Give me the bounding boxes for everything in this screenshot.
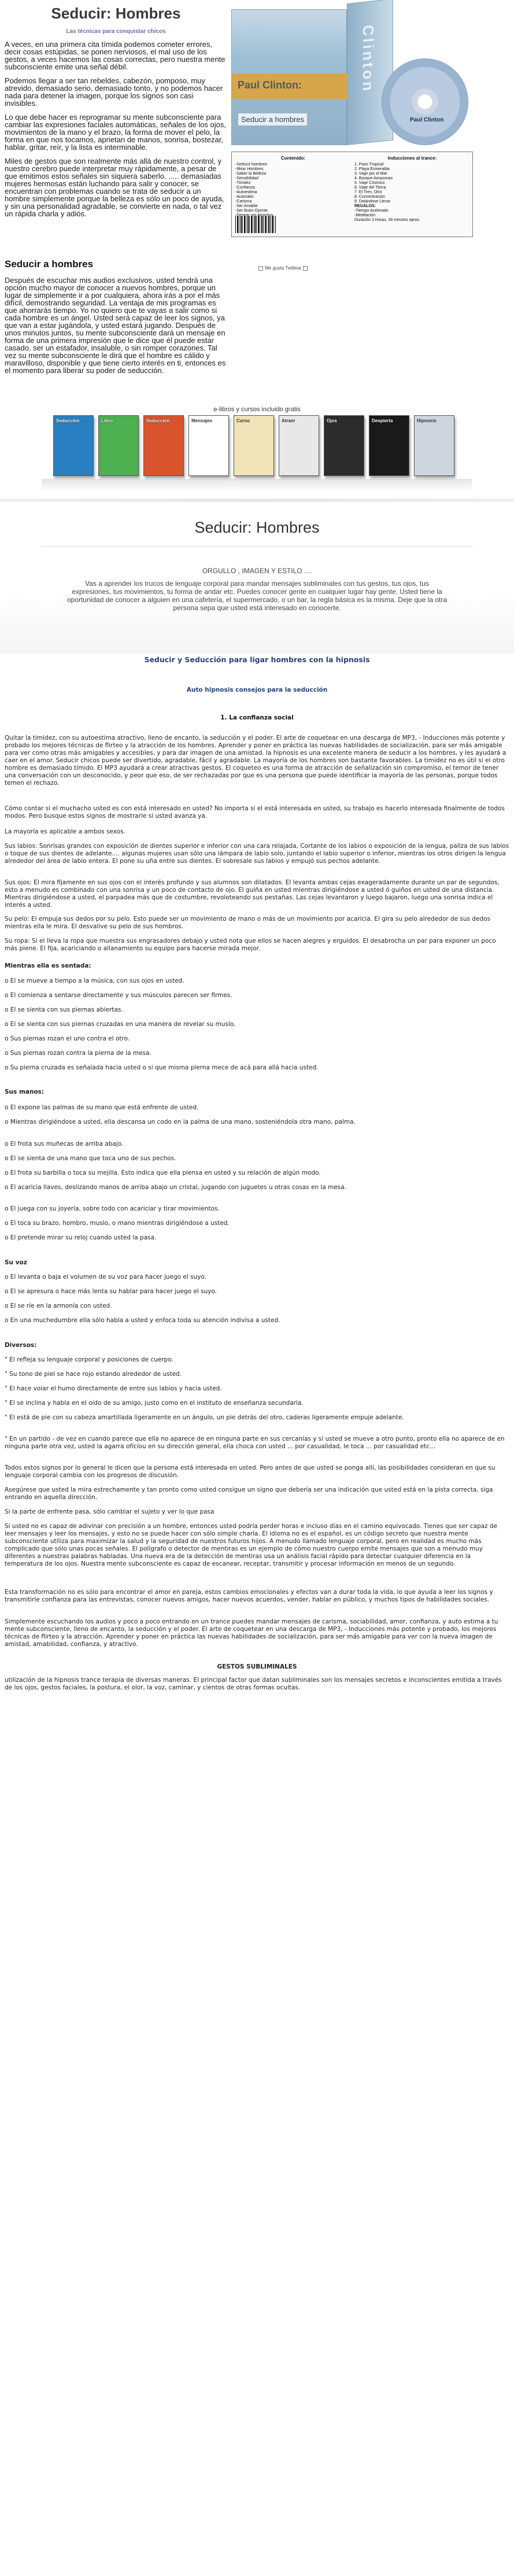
contents-item: -Mirar Hombres xyxy=(235,167,264,171)
list-item: o En una muchedumbre ella sólo habla a usted y enfoca toda su atención indivisa a usted. xyxy=(5,1317,280,1324)
list-item: o El se ríe en la armonía con usted. xyxy=(5,1302,112,1309)
intro-paragraph: A veces, en una primera cita tímida podemos cometer errores, decir cosas estúpidas, se ponen nerviosos, el mal uso de los gestos, a veces hacemos las cosas correctas, pero nuestra mente subconsciente emite una señal débil. xyxy=(5,40,225,71)
article-paragraph: Esta transformación no es sólo para encontrar el amor en pareja, estos cambios emocionales y efectos van a durar toda la vida, lo que ayuda a leer los signos y transmitirle confianza para las entrevistas, conocer nuevos amigos, hacer nuevos acuerdos, vender, hablar en público, y muchos tipos de habilidades sociales. xyxy=(5,1589,493,1603)
list-item: o El frota sus muñecas de arriba abajo. xyxy=(5,1141,124,1147)
intro-column xyxy=(5,5,227,224)
list-item: o El toca su brazo, hombro, muslo, o mano mientras dirigiéndose a usted. xyxy=(5,1220,230,1227)
product-box-side xyxy=(347,0,393,145)
list-item: " Su tono de piel se hace rojo estando alrededor de usted. xyxy=(5,1371,182,1378)
twitter-icon[interactable] xyxy=(303,266,308,271)
article-paragraph: Cómo contar si el muchacho usted es con está interesado en usted? No importa si el está interesada en usted, su trabajo es hacerlo interesada finalmente de todos modos. Pero busque estos signos de mostrarle si usted avanza ya. xyxy=(5,805,505,820)
banner-top-bar xyxy=(0,499,514,502)
intro-paragraph: Lo que debe hacer es reprogramar su mente subconsciente para cambiar las expresiones faciales automáticas, señales de los ojos, movimientos de la mano y el brazo, la forma de mover el pelo, la forma en que nos tocamos, aprietan de manos, sonrisa, bostezar, hablar, gritar, reír, y la lista es interminable. xyxy=(5,113,226,152)
contents-heading: Inducciones al trance: xyxy=(387,156,437,161)
list-item: o El se mueve a tiempo a la música, con sus ojos en usted. xyxy=(5,977,184,984)
article-paragraph: Simplemente escuchando los audios y poco a poco entrando en un trance puedes mandar mensajes de carisma, sociabilidad, amor, confianza, y auto estima a tu mente subconsciente, lleno de encanto, la seducción y el poder. El arte de coquetear en una descarga de MP3, - Inducciones más potente y probado, los mejores técnicas de flirteo y la atracción. Aprender y poner en práctica las nuevas habilidades de socialización, para ser más amigable para ver con la nueva imagen de amistad, amabilidad, confianza, y atractivo. xyxy=(5,1618,498,1648)
ebook-cover[interactable] xyxy=(143,415,184,476)
ebook-cover[interactable] xyxy=(188,415,229,476)
contents-item: 9. Dejándose Llevar xyxy=(354,200,391,204)
product-image xyxy=(231,3,473,150)
list-item: " El está de pie con su cabeza amartillada ligeramente en un ángulo, un pie detrás del otro, caderas ligeramente empuje adelante. xyxy=(5,1414,404,1421)
product-side-text: Clinton xyxy=(360,24,377,94)
list-item: o El expone las palmas de su mano que está enfrente de usted. xyxy=(5,1104,199,1111)
list-item: o El acaricia llaves, deslizando manos de arriba abajo un cristal, jugando con juguetes u otras cosas en la mesa. xyxy=(5,1184,347,1191)
article-paragraph: Quitar la timidez, con su autoestima atractivo, lleno de encanto, la seducción y el poder. El arte de coquetear en una descarga de MP3, - Inducciones más potente y probado los mejores técnicas de flirteo y la atracción de los hombres. Aprender y poner en práctica las nuevas habilidades de socialización, para ser más amigable para ver como otras más amigables y accesibles, y para dar imagen de una amistad. la hipnosis es una excelente manera de seducir a los hombres, y les ayudará a caer en el amor. Seducir chicos puede ser divertido, agradable, fácil y agradable. La mayoría de los hombres son bastante favorables. La timidez no es útil si el otro hombre es demasiado tímido. El MP3 ayudará a crear atractivas gestos. El coqueteo es una forma de atracción de señalización sin compromiso, el temor de tener una conversación con un desconocido, y peor que eso, de ser rechazadas por que es una persona que puede identificar la mayoría de las personas, porque todos temen el rechazo. xyxy=(5,735,506,787)
contents-item: -Carisma xyxy=(235,200,252,204)
contents-item: 6. Viaje del Tierra xyxy=(354,186,386,190)
ebook-title: Atraer xyxy=(282,418,295,423)
list-item: o El se sienta con sus piernas abiertas. xyxy=(5,1006,123,1013)
contents-item: 8. Concentración xyxy=(354,195,385,199)
list-item: o Sus piernas rozan contra la pierna de la mesa. xyxy=(5,1050,151,1057)
banner-divider xyxy=(40,546,474,547)
contents-item: 1. Paso Tropical xyxy=(354,163,384,167)
page-title: Seducir: Hombres xyxy=(51,5,181,22)
cd-disc xyxy=(382,58,468,145)
article-paragraph: utilización de la hipnosis trance terapia de diversas maneras. El principal factor que datan subliminales son los mensajes secretos e inconscientes emitida a través de los ojos, gestos faciales, la postura, el olor, la voz, caminar, y cientos de otras formas ocultas. xyxy=(5,1677,502,1691)
ebook-title: Curso xyxy=(236,418,250,423)
list-item: o El levanta o baja el volumen de su voz para hacer juego el suyo. xyxy=(5,1274,207,1280)
contents-item: -Autovalor xyxy=(235,195,254,199)
list-item: o El juega con su joyería, sobre todo con acariciar y tirar movimientos. xyxy=(5,1205,220,1212)
article-heading: GESTOS SUBLIMINALES xyxy=(217,1663,297,1670)
contents-left xyxy=(235,156,351,223)
contents-heading: REGALOS: xyxy=(354,204,376,208)
ebook-title: Libro xyxy=(101,418,113,423)
share-text[interactable]: Me gusta Twittear xyxy=(265,265,302,271)
section-text: Después de escuchar mis audios exclusivos, usted tendrá una opción mucho mayor de conocer a nuevos hombres, porque un lugar de simplemente ir a por cualquiera, ahora irás a por el más difícil, demostrando seguridad. La ventaja de mis programas es que ahorrarás tiempo. Yo no quiero que te vayas a salir como si cada hombre es un ángel. Usted será capaz de leer los signos, ya que van a estar jugándola, y usted estará jugando. Después de unos minutos juntos, su mente subconsciente dará un mensaje en forma de una primera impresión que le dice que él puede estar casado, ser un estafador, insaluble, o sin romper corazones. Tal vez su mente subconsciente le dirá que el hombre es cálido y maravilloso, disponible y que tiene cierto interés en ti, entonces es el momento para liberar su poder de seducción. xyxy=(5,276,226,375)
list-item: " En un partido - de vez en cuando parece que ella no aparece de en ninguna parte en sus cercanías y si usted se mueve a otro punto, pronto ella no aparece de en ninguna parte otra vez, usted la agarra ofícíou en su dirección general, ella choca con usted ... por casualidad, le toca ... por casualidad etc... xyxy=(5,1435,505,1450)
contents-card xyxy=(231,152,473,237)
contents-item: -Sensibilidad xyxy=(235,176,259,180)
list-heading: Su voz xyxy=(5,1259,27,1266)
article-paragraph: Sus labios: Sonrisas grandes con exposición de dientes superior e inferior con una cara relajada, Cortante de los labios o exposición de la lengua, paliza de sus labios o toque de sus dientes de adelante.... algunas mujeres usan sólo una lámpara de labio solo, juntando el labio superior o inferior, mientras los otros dirigen la lengua alrededor del área de labio entera. El pone su uña entre sus dientes. El sobresale sus labios y empujó sus pechos adelante. xyxy=(5,843,509,865)
article-paragraph: Su ropa: Si el lleva la ropa que muestra sus engrasadores debajo y usted nota que ellos se hacen alegres y erguidos. El desabrocha un par para exponer un poco más piene. El fija, acariciando o allanamiento su equipo para hacerse mirada mejor. xyxy=(5,938,496,952)
article-paragraph: Asegúrese que usted la mira estrechamente y tan pronto como usted consigue un signo que debería ser una indicación que usted está en la pista correcta, siga entrando en aquella dirección. xyxy=(5,1486,493,1501)
article-heading: 1. La confianza social xyxy=(220,714,294,721)
contents-item: 7. El Tren, Otro xyxy=(354,190,382,194)
contents-item: -Ser Buen Oyente xyxy=(235,209,268,213)
list-item: o El se sienta con sus piernas cruzadas en una manera de revelar su muslo. xyxy=(5,1021,236,1028)
list-item: o Mientras dirigiéndose a usted, ella descansa un codo en la palma de una mano, sosteniéndola otra mano, palma. xyxy=(5,1119,356,1125)
article-paragraph: La mayoría es aplicable a ambos sexos. xyxy=(5,828,125,835)
contents-item: 5. Viaje Cósmico xyxy=(354,181,385,185)
banner xyxy=(0,499,514,654)
contents-item: -Tiempo Acelerado xyxy=(354,209,389,213)
article-paragraph: Sus ojos: El mira fijamente en sus ojos con el interés profundo y sus alumnos son dilatados. El levanta ambas cejas exageradamente durante un par de segundos, esto a menudo es combinado con una sonrisa y un poco de contacto de ojo. El guiña en usted mientras dirigiéndose a usted ó guiños en usted de una distancia. Mientras dirigiéndose a usted, el parpadea más que de costumbre, revoloteando sus pestañas. Las cejas levantaron y luego bajaron, luego una sonrisa indica el interés a usted. xyxy=(5,879,500,909)
cd-label: Paul Clinton xyxy=(410,117,444,123)
contents-item: -Seducir hombres xyxy=(235,163,268,167)
contents-heading: Contenido: xyxy=(280,156,306,161)
ebook-title: Mensajes xyxy=(191,418,213,423)
ebook-title: Despierta xyxy=(372,418,393,423)
banner-title: Seducir: Hombres xyxy=(194,519,320,536)
list-item: o Sus piernas rozan el uno contra el otro. xyxy=(5,1035,130,1042)
ebook-cover[interactable] xyxy=(414,415,454,476)
contents-right xyxy=(354,156,470,223)
product-author: Paul Clinton: xyxy=(238,79,302,91)
like-icon[interactable] xyxy=(258,266,263,271)
list-item: o El comienza a sentarse directamente y sus músculos parecen ser firmes. xyxy=(5,992,232,999)
list-heading: Sus manos: xyxy=(5,1088,45,1095)
ebook-title: Seducción xyxy=(146,418,170,423)
ebook-cover[interactable] xyxy=(53,415,94,476)
article-subtitle: Auto hipnosis consejos para la seducción xyxy=(186,687,328,693)
shelf-reflection xyxy=(42,479,472,492)
contents-item: -Confianza xyxy=(235,186,255,190)
list-item: o El frota su barbilla o toca su mejilla. Esto indica que ella piensa en usted y su relación de algún modo. xyxy=(5,1169,321,1176)
article-paragraph: Si usted no es capaz de adivinar con precisión a un hombre, entonces usted podría perder horas e incluso días en el camino equivocado. Tienes que ser capaz de leer mensajes y leer los mensajes, y esto no se puede hacer con sólo simple charla. El idioma no es el español, es un código secreto que nuestra mente subconsciente utiliza para maximizar la salud y la seguridad de nuestros futuros hijos. A menudo llamado lenguaje corporal, pero en realidad es mucho más complicado que sólo unas pocas señales. El polígrafo o detector de mentiras es un ejemplo de cómo nuestro cuerpo emite mensajes que son a menudo muy diferentes a nuestras palabras habladas. Una nueva era de la detección de mentiras usa un análisis facial rápido para detectar cualquier diferencia en la temperatura de los ojos. Nuestra mente subconsciente es capaz de escanear, receptar, transmitir y procesar información en menos de un segundo. xyxy=(5,1523,498,1567)
section-heading: Seducir a hombres xyxy=(5,259,94,270)
contents-item: 2. Playa Esmeralda xyxy=(354,167,390,171)
article-paragraph: Su pelo: El empuja sus dedos por su pelo. Esto puede ser un movimiento de mano o más de un movimiento por acaricia. El gira su pelo alrededor de sus dedos mientras ella le mira. El desvalive su pelo de sus hombros. xyxy=(5,916,490,930)
list-heading: Mientras ella es sentada: xyxy=(5,962,91,969)
list-item: o El se sienta de una mano que toca uno de sus pechos. xyxy=(5,1155,176,1162)
article-paragraph: Todos estos signos por lo general le dicen que la persona está interesada en usted. Pero antes de que usted se ponga allí, las posibilidades consideran en que su lenguaje corporal cambia con los progresos de discusión. xyxy=(5,1464,495,1479)
contents-item: -Saber la Belleza xyxy=(235,172,267,176)
list-item: o Su pierna cruzada es señalada hacia usted o si que misma pierna mece de acá para allá hacia usted. xyxy=(5,1064,319,1071)
banner-subline: ORGULLO , IMAGEN Y ESTILO .... xyxy=(202,567,312,575)
ebook-title: Seducción xyxy=(56,418,80,423)
contents-duration: Duración 3 Horas, 39 minutos aprox. xyxy=(354,218,420,222)
intro-paragraph: Miles de gestos que son realmente más allá de nuestro control, y nuestro cerebro puede interpretar muy rápidamente, a pesar de que emitimos estos señales sin siquiera saberlo. ..... demasiadas mujeres hermosas están luchando para salir y conocer, se encuentran con problemas cuando se trata de seducir a un hombre simplemente porque la belleza es sólo un poco de ayuda, y sin una personalidad agradable, se convierte en nada, o tal vez un rápida charla y adiós. xyxy=(5,157,224,218)
list-item: o El se apresura o hace más lenta su hablar para hacer juego el suyo. xyxy=(5,1288,217,1295)
contents-item: -Autoestima xyxy=(235,190,257,194)
share-buttons[interactable] xyxy=(258,265,308,271)
ebook-cover[interactable] xyxy=(324,415,364,476)
ebooks-caption: e-libros y cursos incluido gratis xyxy=(213,406,301,413)
ebook-title: Ojos xyxy=(327,418,337,423)
ebooks-shelf xyxy=(42,415,472,490)
contents-item: 3. Viaje por el Mar xyxy=(354,172,387,176)
list-item: " El refleja su lenguaje corporal y posiciones de cuerpo. xyxy=(5,1356,173,1363)
list-item: " El se inclina y habla en el oído de su amigo, justo como en el instituto de enseñanza secundaria. xyxy=(5,1400,304,1407)
product-label: Seducir a hombres xyxy=(238,113,308,126)
contents-item: -Meditación xyxy=(354,213,376,217)
list-item: " El hace volar el humo directamente de entre sus labios y hacia usted. xyxy=(5,1385,222,1392)
article-paragraph: Si la parte de enfrente pasa, sólo cambiar el sujeto y ver lo que pasa xyxy=(5,1508,215,1515)
barcode xyxy=(235,216,276,233)
list-item: o El pretende mirar su reloj cuando usted la pasa. xyxy=(5,1234,157,1241)
contents-item: -Ser Amable xyxy=(235,204,258,208)
contents-item: 4. Bosque Amazonas xyxy=(354,176,393,180)
product-box xyxy=(231,9,347,145)
ebook-cover[interactable] xyxy=(369,415,409,476)
ebook-title: Hipnosis xyxy=(417,418,437,423)
article-title: Seducir y Seducción para ligar hombres con la hipnosis xyxy=(144,655,370,664)
banner-body: Vas a aprender los trucos de lenguaje corporal para mandar mensajes subliminales con tus gestos, tus ojos, tus expresiones, tus movimientos, tu forma de andar etc. Puedes conocer gente en cualquier lugar hay gente. Usted tiene la oportunidad de conocer a alguien en una cafetería, el supermercado, o un bar, la regla básica es la misma. Deje que la otra persona sepa que usted está interesado en conocerte. xyxy=(66,580,448,612)
page-subtitle: Las técnicas para conquistar chicos xyxy=(66,28,166,35)
top-section xyxy=(0,0,514,405)
contents-item: -Timidez xyxy=(235,181,251,185)
ebook-cover[interactable] xyxy=(279,415,319,476)
ebook-cover[interactable] xyxy=(234,415,274,476)
intro-paragraph: Podemos llegar a ser tan rebeldes, cabezón, pomposo, muy atrevido, demasiado serio, demasiado tonto, y no podemos hacer nada para detener la imagen, porque los signos son casi invisibles. xyxy=(5,76,223,108)
ebook-cover[interactable] xyxy=(98,415,139,476)
list-heading: Diversos: xyxy=(5,1342,37,1349)
